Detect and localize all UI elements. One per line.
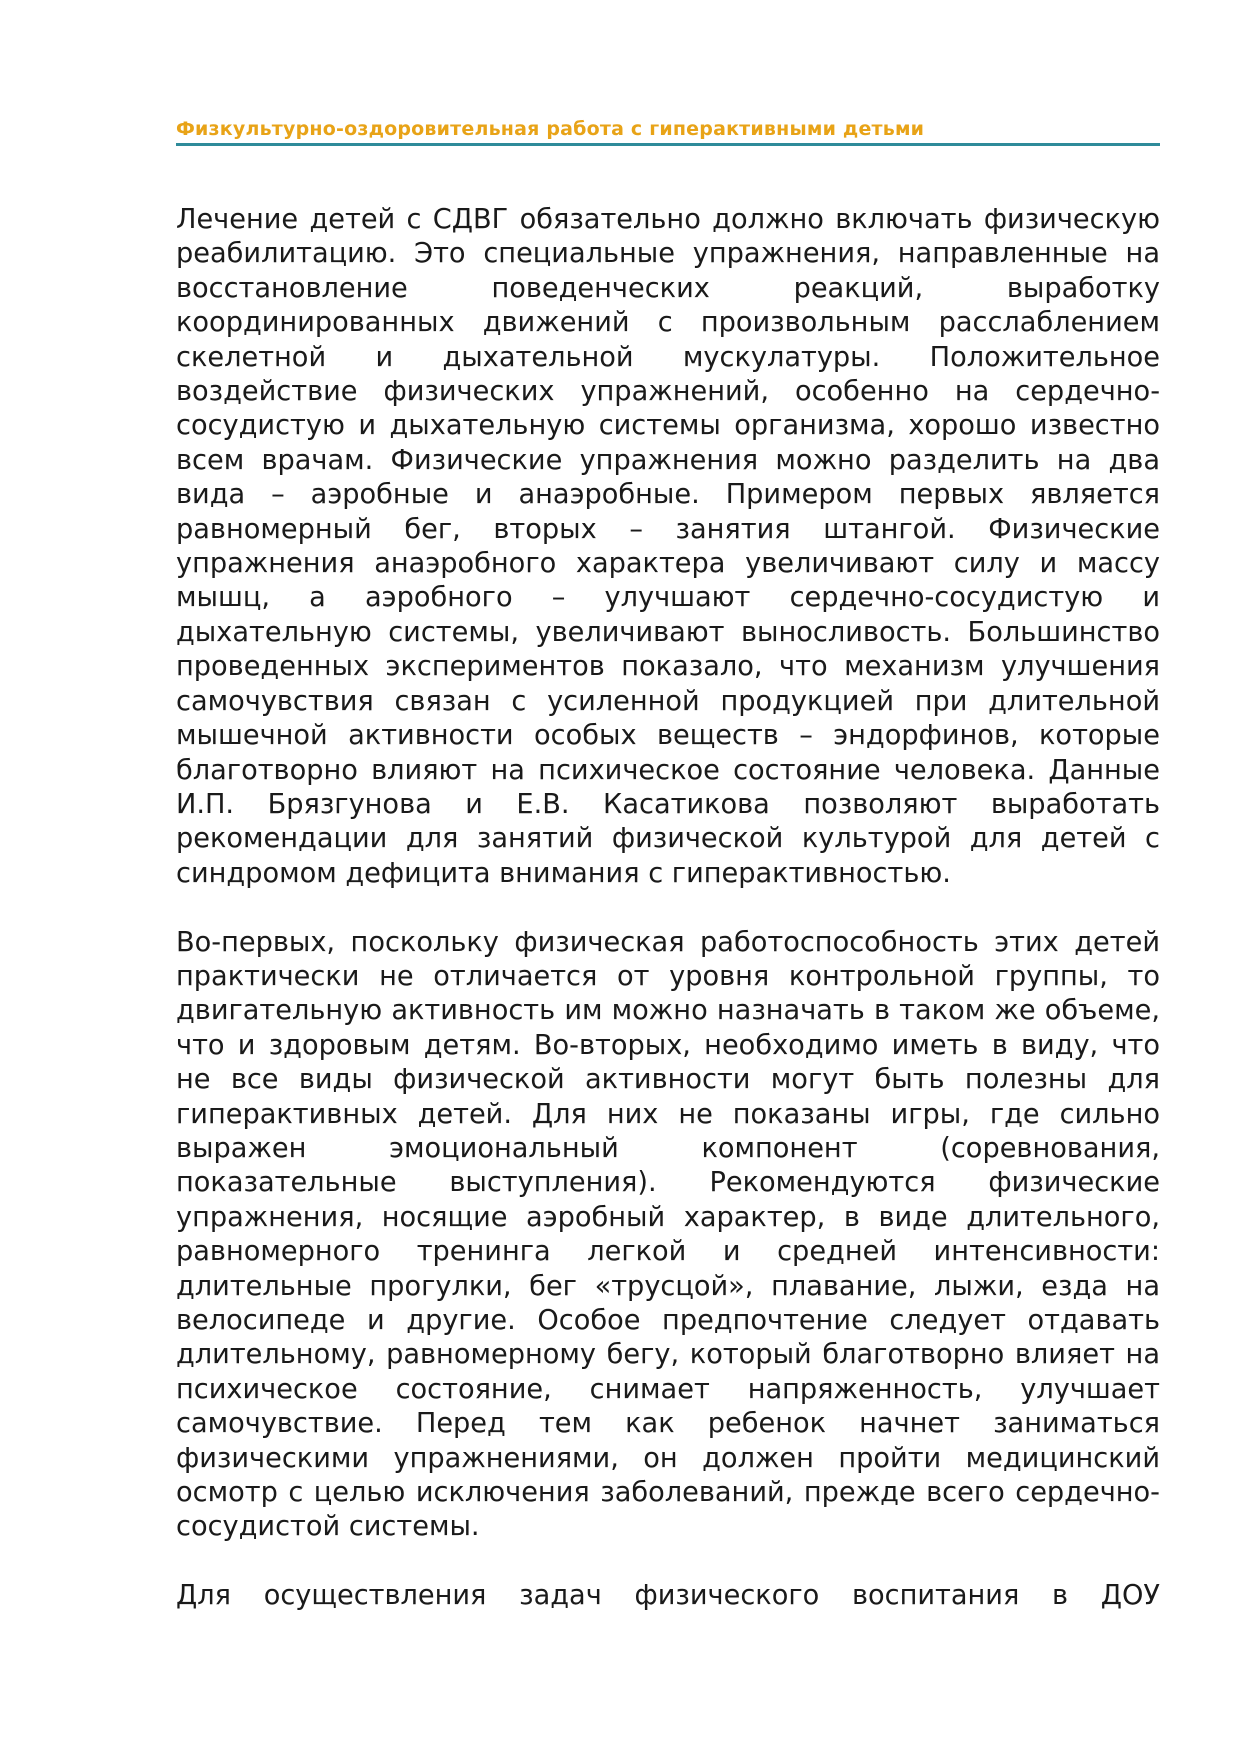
- paragraph-2: Во-первых, поскольку физическая работоспособность этих детей практически не отличается от уровня контрольной группы, то двигательную активность им можно назначать в таком же объеме, что и здоровым детям. Во-вторых, необходимо иметь в виду, что не все виды физической активности могут быть полезны для гиперактивных детей. Для них не показаны игры, где сильно выражен эмоциональный компонент (соревнования, показательные выступления). Рекомендуются физические упражнения, носящие аэробный характер, в виде длительного, равномерного тренинга легкой и средней интенсивности: длительные прогулки, бег «трусцой», плавание, лыжи, езда на велосипеде и другие. Особое предпочтение следует отдавать длительному, равномерному бегу, который благотворно влияет на психическое состояние, снимает напряженность, улучшает самочувствие. Перед тем как ребенок начнет заниматься физическими упражнениями, он должен пройти медицинский осмотр с целью исключения заболеваний, прежде всего сердечно-сосудистой системы.: [176, 926, 1160, 1543]
- paragraph-3: Для осуществления задач физического воспитания в ДОУ: [176, 1580, 1160, 1612]
- page-header: [176, 118, 1160, 146]
- paragraph-1: Лечение детей с СДВГ обязательно должно включать физическую реабилитацию. Это специальные упражнения, направленные на восстановление поведенческих реакций, выработку координированных движений с произвольным расслаблением скелетной и дыхательной мускулатуры. Положительное воздействие физических упражнений, особенно на сердечно-сосудистую и дыхательную системы организма, хорошо известно всем врачам. Физические упражнения можно разделить на два вида – аэробные и анаэробные. Примером первых является равномерный бег, вторых – занятия штангой. Физические упражнения анаэробного характера увеличивают силу и массу мышц, а аэробного – улучшают сердечно-сосудистую и дыхательную системы, увеличивают выносливость. Большинство проведенных экспериментов показало, что механизм улучшения самочувствия связан с усиленной продукцией при длительной мышечной активности особых веществ – эндорфинов, которые благотворно влияют на психическое состояние человека. Данные И.П. Брязгунова и Е.В. Касатикова позволяют выработать рекомендации для занятий физической культурой для детей с синдромом дефицита внимания с гиперактивностью.: [176, 204, 1160, 889]
- page-header-title: Физкультурно-оздоровительная работа с гиперактивными детьми: [176, 118, 925, 140]
- document-body: [176, 203, 1160, 1648]
